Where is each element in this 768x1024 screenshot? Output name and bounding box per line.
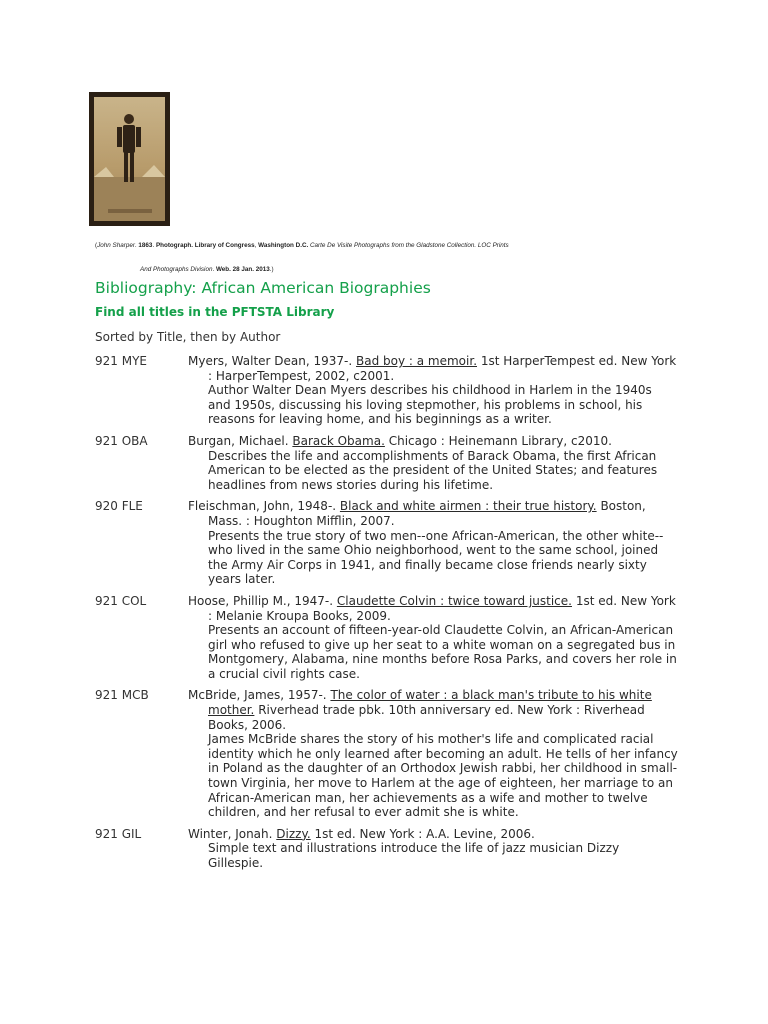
entry-author: Hoose, Phillip M., 1947-. — [188, 593, 334, 608]
entry-author: Myers, Walter Dean, 1937-. — [188, 354, 353, 368]
citation-place: Washington D.C. — [258, 242, 309, 249]
entry-author: Burgan, Michael. — [188, 433, 289, 448]
call-number: 921 OBA — [95, 433, 148, 448]
bibliography-entry — [95, 499, 695, 587]
entry-description: Simple text and illustrations introduce the life of jazz musician Dizzy Gillespie. — [208, 841, 620, 870]
page-title: Bibliography: African American Biographies — [95, 279, 431, 297]
bibliography-entry — [95, 688, 695, 819]
sort-note: Sorted by Title, then by Author — [95, 330, 281, 344]
call-number: 921 MYE — [95, 354, 147, 368]
entry-author: Winter, Jonah. — [188, 826, 273, 841]
entry-title: Barack Obama. — [292, 433, 385, 448]
entry-publication: 1st HarperTempest ed. New York : HarperTempest, 2002, c2001. — [208, 354, 677, 383]
bibliography-entry — [95, 354, 695, 427]
entry-description: Presents an account of fifteen-year-old Claudette Colvin, an African-American girl who refused to give up her seat to a white woman on a segregated bus in Montgomery, Alabama, nine months before Rosa Parks, and covers her role in a crucial civil rights case. — [208, 623, 677, 681]
photo-citation: (John Sharper. 1863. Photograph. Library of Congress, Washington D.C. Carte De Visite Photographs from the Gladstone Collection. LOC Prints And Photographs Division. Web. 28 Jan. 2013.) — [95, 242, 509, 273]
citation-division: And Photographs Division — [140, 266, 213, 273]
entry-description: Describes the life and accomplishments of Barack Obama, the first African American to be elected as the president of the United States; and features headlines from news stories during his lifetime. — [208, 448, 658, 492]
call-number: 921 MCB — [95, 688, 149, 703]
entry-publication: Riverhead trade pbk. 10th anniversary ed. New York : Riverhead Books, 2006. — [208, 703, 645, 732]
entry-author: McBride, James, 1957-. — [188, 688, 327, 703]
library-subheading: Find all titles in the PFTSTA Library — [95, 305, 335, 319]
citation-year: 1863 — [138, 242, 153, 249]
entry-publication: Boston, Mass. : Houghton Mifflin, 2007. — [208, 499, 646, 528]
bibliography-entry — [95, 434, 695, 492]
entry-title: The color of water : a black man's tribute to his white mother. — [208, 688, 652, 718]
entry-publication: 1st ed. New York : Melanie Kroupa Books, 2009. — [208, 593, 676, 623]
entry-title: Black and white airmen : their true history. — [339, 499, 597, 514]
bibliography-entry — [95, 827, 695, 871]
call-number: 920 FLE — [95, 499, 143, 514]
historical-photograph — [89, 92, 170, 226]
entry-author: Fleischman, John, 1948-. — [188, 499, 337, 514]
citation-web: Web. 28 Jan. 2013 — [215, 266, 270, 273]
entry-publication: Chicago : Heinemann Library, c2010. — [388, 433, 612, 448]
call-number: 921 COL — [95, 593, 147, 608]
entry-description: Presents the true story of two men--one African-American, the other white--who lived in the same Ohio neighborhood, went to the same school, joined the Army Air Corps in 1941, and finally became close friends nearly sixty years later. — [208, 528, 664, 587]
entry-title: Claudette Colvin : twice toward justice. — [336, 593, 572, 608]
entry-title: Dizzy. — [276, 826, 311, 841]
entry-description: James McBride shares the story of his mother's life and complicated racial identity which he only learned after becoming an adult. He tells of her infancy in Poland as the daughter of an Orthodox Jewish rabbi, her childhood in small-town Virginia, her move to Harlem at the age of eighteen, her marriage to an African-American man, her achievements as a wife and mother to twelve children, and her refusal to ever admit she is white. — [208, 732, 678, 820]
call-number: 921 GIL — [95, 826, 142, 841]
bibliography-list — [95, 354, 695, 878]
bibliography-entry — [95, 594, 695, 682]
entry-publication: 1st ed. New York : A.A. Levine, 2006. — [314, 826, 535, 841]
citation-medium: Photograph. Library of Congress — [155, 242, 255, 249]
citation-collection: Carte De Visite Photographs from the Gladstone Collection. LOC Prints — [310, 242, 509, 249]
entry-title: Bad boy : a memoir. — [356, 354, 478, 368]
citation-author: John Sharper — [97, 242, 135, 249]
entry-description: Author Walter Dean Myers describes his childhood in Harlem in the 1940s and 1950s, discussing his loving stepmother, his problems in school, his reasons for leaving home, and his beginnings as a writer. — [208, 383, 652, 427]
